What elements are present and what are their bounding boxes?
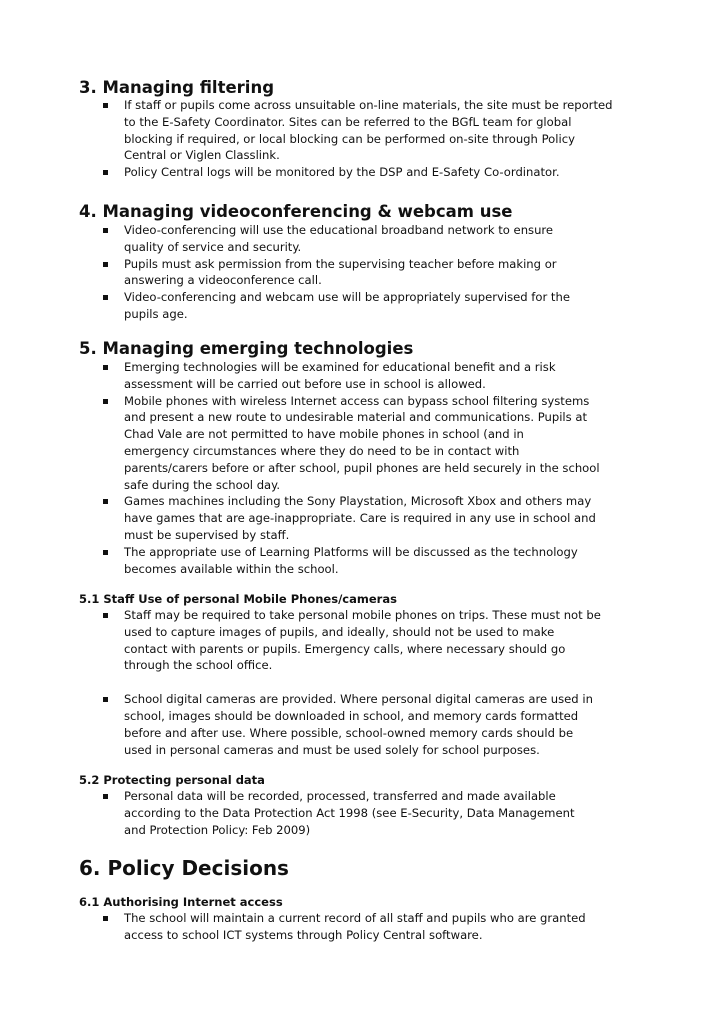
- list-item: Staff may be required to take personal mobile phones on trips. These must not be used to capture images of pupils, and ideally, should not be used to make contact with parents or pupils. Emergency calls, where necessary should go through the school office.: [100, 607, 660, 674]
- heading-authorising-internet-access: 6.1 Authorising Internet access: [79, 895, 283, 909]
- list-item: Pupils must ask permission from the supervising teacher before making or answering a videoconference call.: [100, 256, 660, 290]
- heading-videoconferencing: 4. Managing videoconferencing & webcam use: [79, 202, 513, 221]
- list-item: If staff or pupils come across unsuitable on-line materials, the site must be reported to the E-Safety Coordinator. Sites can be referred to the BGfL team for global blocking if required, or local blocking can be performed on-site through Policy Central or Viglen Classlink.: [100, 97, 660, 164]
- heading-policy-decisions: 6. Policy Decisions: [79, 856, 289, 880]
- list-videoconferencing: [100, 222, 660, 323]
- list-item: Video-conferencing and webcam use will be appropriately supervised for the pupils age.: [100, 289, 660, 323]
- list-authorising-internet-access: [100, 910, 660, 944]
- list-emerging-technologies: [100, 359, 660, 577]
- list-protecting-personal-data: [100, 788, 660, 838]
- list-item: Policy Central logs will be monitored by the DSP and E-Safety Co-ordinator.: [100, 164, 660, 181]
- list-staff-mobile-phones: [100, 607, 660, 758]
- list-item: School digital cameras are provided. Where personal digital cameras are used in school, images should be downloaded in school, and memory cards formatted before and after use. Where possible, school-owned memory cards should be used in personal cameras and must be used solely for school purposes.: [100, 691, 660, 758]
- list-item: Emerging technologies will be examined for educational benefit and a risk assessment will be carried out before use in school is allowed.: [100, 359, 660, 393]
- list-item: The appropriate use of Learning Platforms will be discussed as the technology becomes available within the school.: [100, 544, 660, 578]
- list-item: Games machines including the Sony Playstation, Microsoft Xbox and others may have games that are age-inappropriate. Care is required in any use in school and must be supervised by staff.: [100, 493, 660, 543]
- list-item: Mobile phones with wireless Internet access can bypass school filtering systems and present a new route to undesirable material and communications. Pupils at Chad Vale are not permitted to have mobile phones in school (and in emergency circumstances where they do need to be in contact with parents/carers before or after school, pupil phones are held securely in the school safe during the school day.: [100, 393, 660, 494]
- heading-staff-mobile-phones: 5.1 Staff Use of personal Mobile Phones/cameras: [79, 592, 397, 606]
- list-managing-filtering: [100, 97, 660, 181]
- heading-emerging-technologies: 5. Managing emerging technologies: [79, 339, 414, 358]
- list-item: Personal data will be recorded, processed, transferred and made available according to the Data Protection Act 1998 (see E-Security, Data Management and Protection Policy: Feb 2009): [100, 788, 660, 838]
- heading-managing-filtering: 3. Managing filtering: [79, 78, 275, 97]
- heading-protecting-personal-data: 5.2 Protecting personal data: [79, 773, 265, 787]
- list-item: The school will maintain a current record of all staff and pupils who are granted access to school ICT systems through Policy Central software.: [100, 910, 660, 944]
- list-item: Video-conferencing will use the educational broadband network to ensure quality of service and security.: [100, 222, 660, 256]
